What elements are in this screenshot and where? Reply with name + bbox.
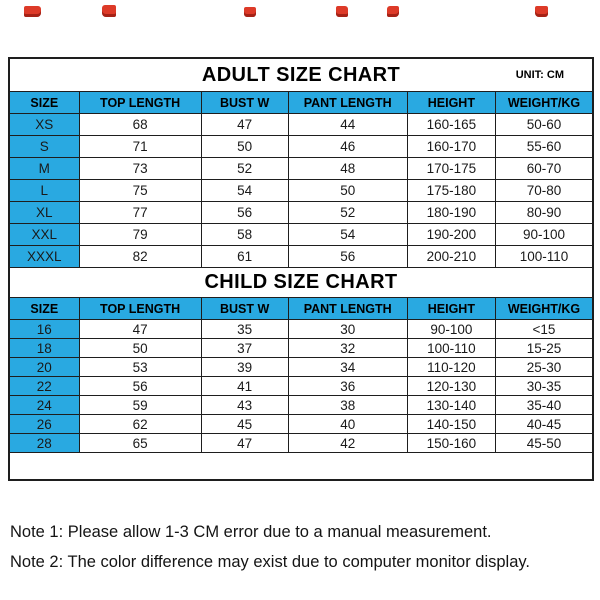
value-cell: 90-100 xyxy=(407,320,495,339)
value-cell: 61 xyxy=(201,246,288,268)
size-cell: XXXL xyxy=(9,246,79,268)
value-cell: 50 xyxy=(288,180,407,202)
table-row xyxy=(9,377,593,396)
value-cell: 56 xyxy=(288,246,407,268)
size-cell: S xyxy=(9,136,79,158)
size-cell: 18 xyxy=(9,339,79,358)
column-header: BUST W xyxy=(201,92,288,114)
value-cell: 54 xyxy=(201,180,288,202)
value-cell: 32 xyxy=(288,339,407,358)
value-cell: 35 xyxy=(201,320,288,339)
table-row xyxy=(9,224,593,246)
child-chart-title xyxy=(9,268,593,298)
column-header: PANT LENGTH xyxy=(288,92,407,114)
adult-chart-title xyxy=(9,58,593,92)
value-cell: 140-150 xyxy=(407,415,495,434)
value-cell: 43 xyxy=(201,396,288,415)
value-cell: 79 xyxy=(79,224,201,246)
value-cell: 60-70 xyxy=(495,158,593,180)
table-row xyxy=(9,114,593,136)
table-row xyxy=(9,246,593,268)
value-cell: 55-60 xyxy=(495,136,593,158)
column-header: HEIGHT xyxy=(407,92,495,114)
value-cell: 190-200 xyxy=(407,224,495,246)
column-header: WEIGHT/KG xyxy=(495,298,593,320)
adult-chart-title-text: ADULT SIZE CHART xyxy=(201,63,401,86)
value-cell: 45 xyxy=(201,415,288,434)
value-cell: 25-30 xyxy=(495,358,593,377)
column-header: BUST W xyxy=(201,298,288,320)
size-cell: M xyxy=(9,158,79,180)
value-cell: 40-45 xyxy=(495,415,593,434)
table-row xyxy=(9,434,593,453)
size-cell: 16 xyxy=(9,320,79,339)
table-row xyxy=(9,158,593,180)
value-cell: 46 xyxy=(288,136,407,158)
table-row xyxy=(9,396,593,415)
column-header: TOP LENGTH xyxy=(79,298,201,320)
value-cell: 100-110 xyxy=(407,339,495,358)
value-cell: 41 xyxy=(201,377,288,396)
value-cell: 71 xyxy=(79,136,201,158)
value-cell: 50 xyxy=(79,339,201,358)
value-cell: 37 xyxy=(201,339,288,358)
size-cell: XXL xyxy=(9,224,79,246)
red-photo-remnant-icon xyxy=(24,6,41,17)
value-cell: 50-60 xyxy=(495,114,593,136)
value-cell: 59 xyxy=(79,396,201,415)
empty-row xyxy=(9,453,593,481)
value-cell: 75 xyxy=(79,180,201,202)
value-cell: 68 xyxy=(79,114,201,136)
note-2: Note 2: The color difference may exist due to computer monitor display. xyxy=(10,553,531,571)
size-chart xyxy=(8,57,594,481)
value-cell: 175-180 xyxy=(407,180,495,202)
value-cell: 30 xyxy=(288,320,407,339)
value-cell: 15-25 xyxy=(495,339,593,358)
value-cell: 38 xyxy=(288,396,407,415)
red-photo-remnant-icon xyxy=(336,6,348,17)
value-cell: 82 xyxy=(79,246,201,268)
size-cell: XL xyxy=(9,202,79,224)
size-chart-body xyxy=(9,58,593,480)
value-cell: 62 xyxy=(79,415,201,434)
value-cell: 150-160 xyxy=(407,434,495,453)
value-cell: 40 xyxy=(288,415,407,434)
size-cell: 24 xyxy=(9,396,79,415)
size-chart-table xyxy=(8,57,594,481)
value-cell: 45-50 xyxy=(495,434,593,453)
note-1: Note 1: Please allow 1-3 CM error due to a manual measurement. xyxy=(10,523,492,541)
value-cell: 100-110 xyxy=(495,246,593,268)
value-cell: 36 xyxy=(288,377,407,396)
value-cell: 160-170 xyxy=(407,136,495,158)
value-cell: 47 xyxy=(79,320,201,339)
red-photo-remnant-icon xyxy=(387,6,399,17)
value-cell: 50 xyxy=(201,136,288,158)
value-cell: 34 xyxy=(288,358,407,377)
value-cell: 56 xyxy=(79,377,201,396)
value-cell: 77 xyxy=(79,202,201,224)
value-cell: 54 xyxy=(288,224,407,246)
value-cell: 58 xyxy=(201,224,288,246)
value-cell: 180-190 xyxy=(407,202,495,224)
value-cell: 200-210 xyxy=(407,246,495,268)
size-cell: 26 xyxy=(9,415,79,434)
size-cell: 22 xyxy=(9,377,79,396)
table-row xyxy=(9,358,593,377)
value-cell: 44 xyxy=(288,114,407,136)
child-chart-title-text: CHILD SIZE CHART xyxy=(204,271,398,293)
table-row xyxy=(9,320,593,339)
value-cell: 120-130 xyxy=(407,377,495,396)
table-row xyxy=(9,136,593,158)
column-header: WEIGHT/KG xyxy=(495,92,593,114)
value-cell: <15 xyxy=(495,320,593,339)
value-cell: 110-120 xyxy=(407,358,495,377)
notes xyxy=(10,522,530,582)
column-header: PANT LENGTH xyxy=(288,298,407,320)
value-cell: 42 xyxy=(288,434,407,453)
red-photo-remnant-icon xyxy=(244,7,256,17)
value-cell: 39 xyxy=(201,358,288,377)
table-row xyxy=(9,202,593,224)
child-header-row xyxy=(9,298,593,320)
value-cell: 73 xyxy=(79,158,201,180)
value-cell: 160-165 xyxy=(407,114,495,136)
size-cell: 20 xyxy=(9,358,79,377)
value-cell: 52 xyxy=(288,202,407,224)
value-cell: 47 xyxy=(201,114,288,136)
size-cell: 28 xyxy=(9,434,79,453)
value-cell: 56 xyxy=(201,202,288,224)
column-header: SIZE xyxy=(9,92,79,114)
value-cell: 70-80 xyxy=(495,180,593,202)
red-photo-remnant-icon xyxy=(102,5,116,17)
value-cell: 65 xyxy=(79,434,201,453)
column-header: TOP LENGTH xyxy=(79,92,201,114)
value-cell: 130-140 xyxy=(407,396,495,415)
table-row xyxy=(9,180,593,202)
column-header: HEIGHT xyxy=(407,298,495,320)
table-row xyxy=(9,415,593,434)
adult-header-row xyxy=(9,92,593,114)
value-cell: 53 xyxy=(79,358,201,377)
value-cell: 170-175 xyxy=(407,158,495,180)
value-cell: 80-90 xyxy=(495,202,593,224)
value-cell: 90-100 xyxy=(495,224,593,246)
value-cell: 47 xyxy=(201,434,288,453)
size-cell: L xyxy=(9,180,79,202)
unit-label: UNIT: CM xyxy=(515,69,564,81)
table-row xyxy=(9,339,593,358)
value-cell: 48 xyxy=(288,158,407,180)
red-photo-remnant-icon xyxy=(535,6,548,17)
column-header: SIZE xyxy=(9,298,79,320)
value-cell: 30-35 xyxy=(495,377,593,396)
size-cell: XS xyxy=(9,114,79,136)
value-cell: 35-40 xyxy=(495,396,593,415)
value-cell: 52 xyxy=(201,158,288,180)
